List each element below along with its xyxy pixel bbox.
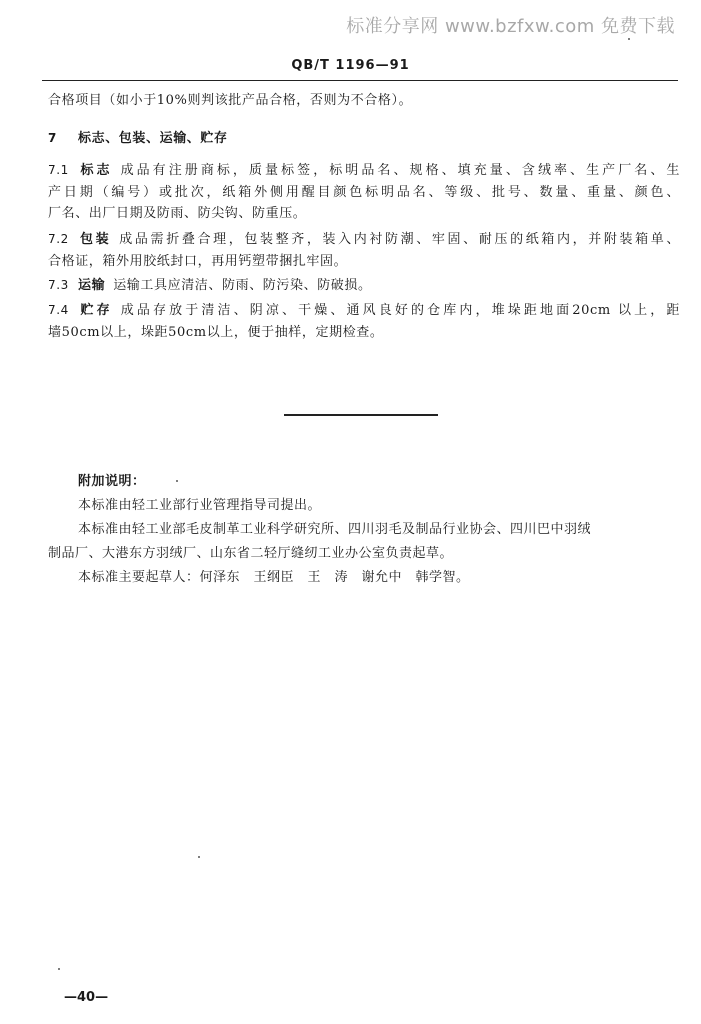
clause-number: 7.4 — [48, 303, 69, 317]
clause-line: 运输工具应清洁、防雨、防污染、防破损。 — [113, 278, 372, 293]
intro-line: 合格项目（如小于10%则判该批产品合格，否则为不合格）。 — [48, 93, 413, 108]
intro-paragraph — [48, 90, 680, 112]
clause-line: 厂名、出厂日期及防雨、防尖钩、防重压。 — [48, 206, 307, 221]
section-title: 标志、包装、运输、贮存 — [78, 131, 228, 146]
standard-code: QB/T 1196—91 — [291, 58, 410, 73]
notes-heading: 附加说明： — [78, 474, 146, 489]
section-heading — [48, 128, 680, 150]
page-number: —40— — [64, 990, 109, 1005]
scan-speck — [58, 968, 60, 970]
notes-line: 本标准由轻工业部毛皮制革工业科学研究所、四川羽毛及制品行业协会、四川巴中羽绒 — [78, 522, 592, 537]
clause-7-2 — [48, 229, 680, 272]
clause-keyword: 运输 — [78, 278, 106, 293]
header-rule — [42, 80, 678, 81]
clause-line: 产日期（编号）或批次，纸箱外侧用醒目颜色标明品名、等级、批号、数量、重量、颜色、 — [48, 184, 680, 200]
clause-line: 墙50cm以上，垛距50cm以上，便于抽样，定期检查。 — [48, 324, 384, 340]
end-of-text-rule — [284, 414, 438, 416]
clause-line: 成品有注册商标，质量标签，标明品名、规格、填充量、含绒率、生产厂名、生 — [120, 163, 680, 178]
clause-7-1 — [48, 160, 680, 225]
clause-number: 7.1 — [48, 163, 69, 177]
section-number: 7 — [48, 131, 57, 145]
scan-speck — [176, 480, 178, 482]
clause-keyword: 贮存 — [78, 303, 113, 318]
scan-speck — [198, 856, 200, 858]
clause-7-3 — [48, 275, 680, 297]
watermark: 标准分享网 www.bzfxw.com 免费下载 — [346, 16, 675, 37]
notes-line: 制品厂、大港东方羽绒厂、山东省二轻厅缝纫工业办公室负责起草。 — [48, 546, 454, 561]
notes-line: 本标准由轻工业部行业管理指导司提出。 — [78, 498, 322, 513]
clause-keyword: 包装 — [78, 232, 112, 247]
clause-7-4 — [48, 300, 680, 343]
clause-number: 7.2 — [48, 232, 69, 246]
clause-number: 7.3 — [48, 278, 69, 292]
clause-line: 成品存放于清洁、阴凉、干燥、通风良好的仓库内，堆垛距地面20cm 以上，距 — [120, 303, 680, 318]
clause-keyword: 标志 — [78, 163, 113, 178]
additional-notes — [48, 470, 682, 590]
clause-line: 成品需折叠合理，包装整齐，装入内衬防潮、牢固、耐压的纸箱内，并附装箱单、 — [119, 232, 680, 247]
notes-line: 本标准主要起草人：何泽东 王纲臣 王 涛 谢允中 韩学智。 — [78, 570, 470, 585]
scan-speck — [628, 38, 630, 40]
clause-line: 合格证，箱外用胶纸封口，再用钙塑带捆扎牢固。 — [48, 253, 348, 269]
